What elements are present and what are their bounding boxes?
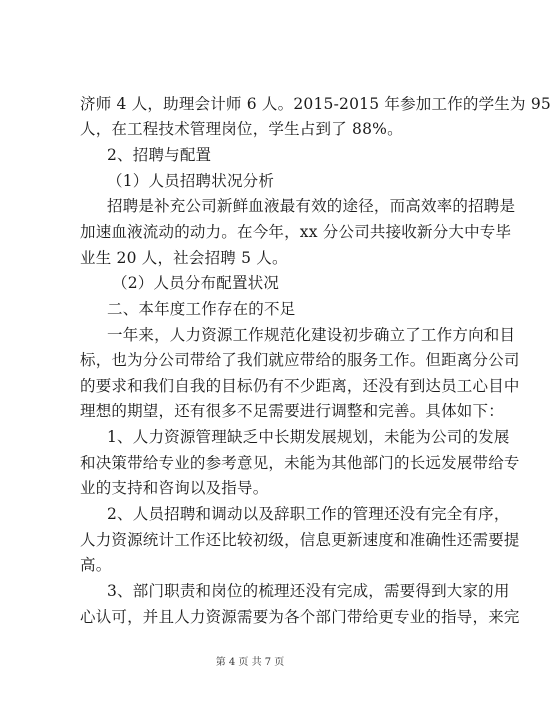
paragraph-line: 的要求和我们自我的目标仍有不少距离，还没有到达员工心目中: [80, 377, 520, 395]
paragraph-line: 心认可，并且人力资源需要为各个部门带给更专业的指导，来完: [80, 608, 520, 626]
paragraph-line: 业的支持和咨询以及指导。: [80, 479, 269, 497]
section-heading: 2、招聘与配置: [107, 146, 212, 164]
subsection-heading: （1）人员招聘状况分析: [107, 172, 275, 190]
paragraph-line: 3、部门职责和岗位的梳理还没有完成，需要得到大家的用: [107, 582, 510, 600]
paragraph-line: 人力资源统计工作还比较初级，信息更新速度和准确性还需要提: [80, 531, 520, 549]
section-heading: 二、本年度工作存在的不足: [107, 300, 296, 318]
paragraph-line: 2、人员招聘和调动以及辞职工作的管理还没有完全有序，: [107, 505, 510, 523]
paragraph-line: 加速血液流动的动力。在今年，xx 分公司共接收新分大中专毕: [80, 223, 512, 241]
paragraph-line: 高。: [80, 556, 112, 574]
page-number-footer: 第 4 页 共 7 页: [215, 657, 285, 668]
paragraph-line: 理想的期望，还有很多不足需要进行调整和完善。具体如下：: [80, 402, 504, 420]
paragraph-line: 和决策带给专业的参考意见，未能为其他部门的长远发展带给专: [80, 454, 520, 472]
paragraph-line: 标，也为分公司带给了我们就应带给的服务工作。但距离分公司: [80, 351, 520, 369]
paragraph-line: 济师 4 人，助理会计师 6 人。2015-2015 年参加工作的学生为 95: [80, 95, 551, 113]
paragraph-line: 招聘是补充公司新鲜血液最有效的途径，而高效率的招聘是: [107, 197, 516, 215]
paragraph-line: 业生 20 人，社会招聘 5 人。: [80, 249, 288, 267]
paragraph-line: 1、人力资源管理缺乏中长期发展规划，未能为公司的发展: [107, 428, 510, 446]
paragraph-line: 人，在工程技术管理岗位，学生占到了 88%。: [80, 120, 403, 138]
subsection-heading: （2）人员分布配置状况: [112, 274, 280, 292]
paragraph-line: 一年来，人力资源工作规范化建设初步确立了工作方向和目: [107, 326, 516, 344]
